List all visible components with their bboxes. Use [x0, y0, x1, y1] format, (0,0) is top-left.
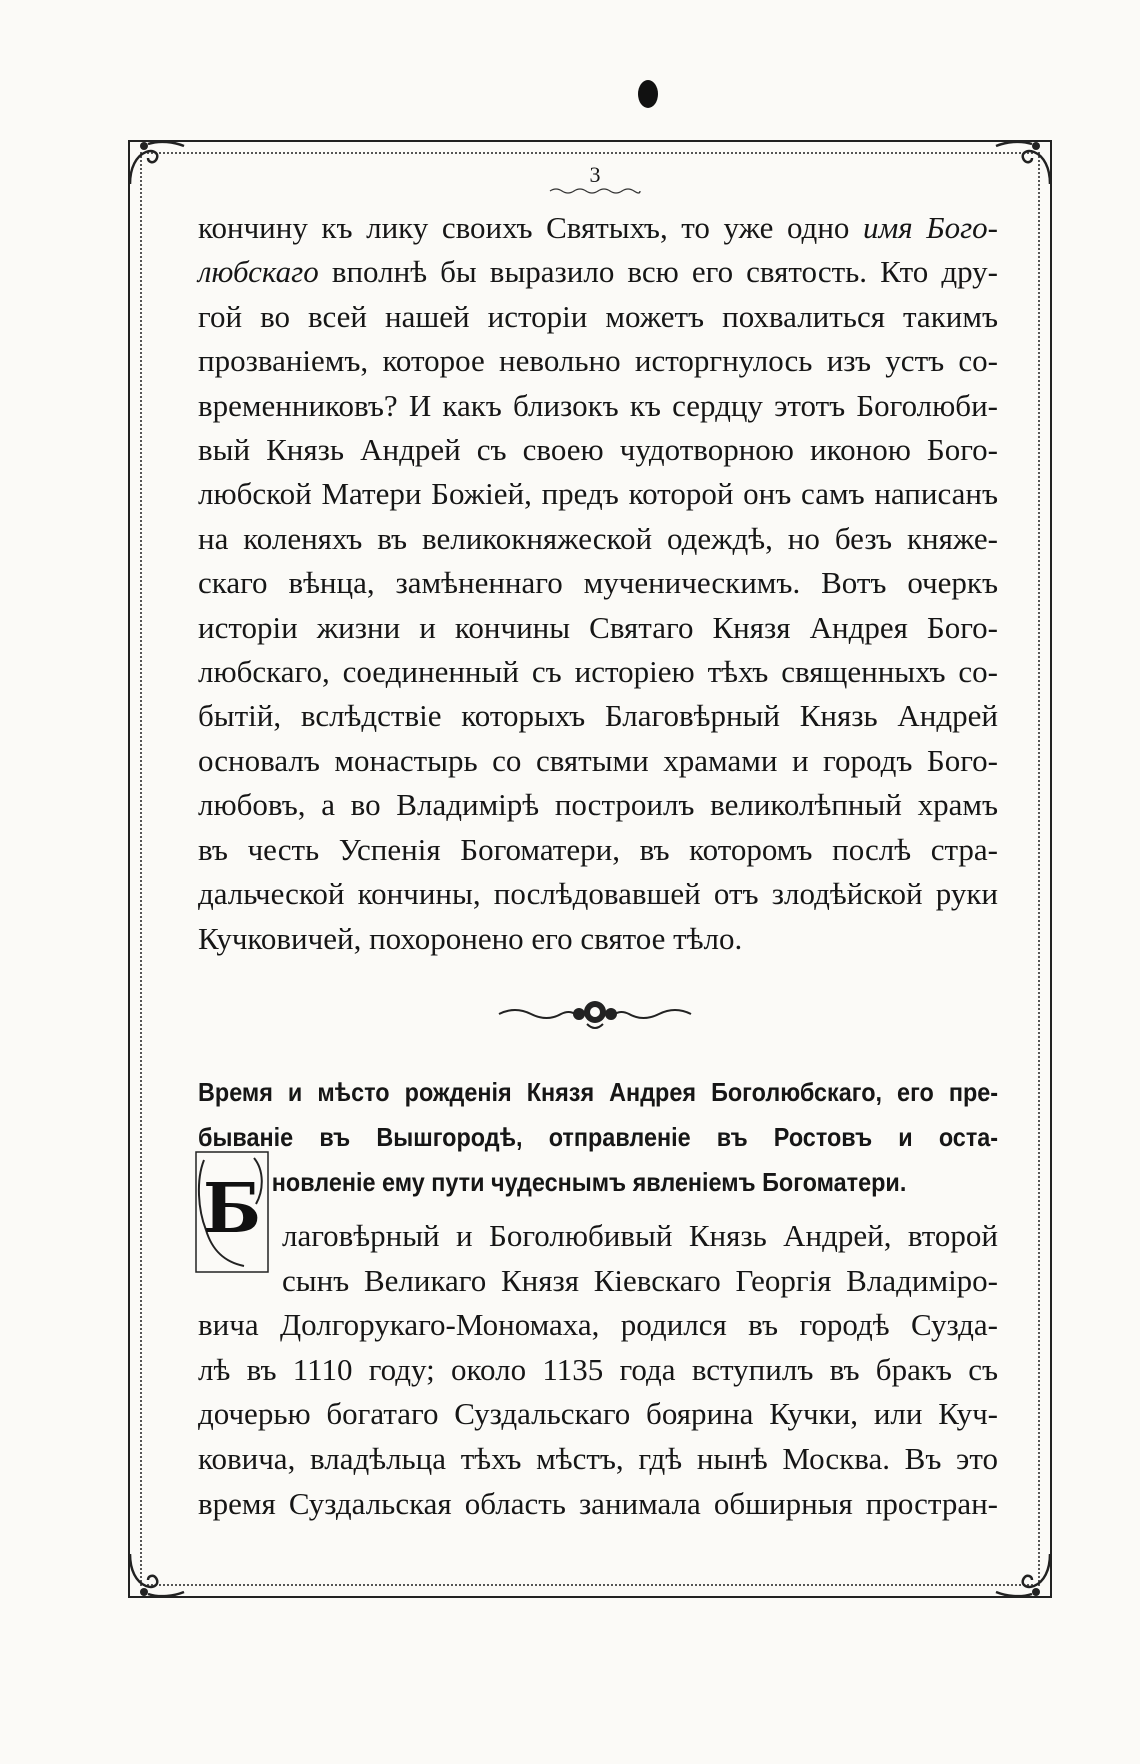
- corner-ornament-top-right: [994, 138, 1054, 188]
- ink-blot: [638, 80, 658, 108]
- heading-line: новленіе ему пути чудеснымъ явленіемъ Богоматери.: [271, 1167, 907, 1197]
- text-line: лѣ въ 1110 году; около 1135 года вступилъ въ бракъ съ: [198, 1351, 998, 1387]
- text-line: временниковъ? И какъ близокъ къ сердцу этотъ Боголюби-: [198, 387, 998, 423]
- text-line: скаго вѣнца, замѣненнаго мученическимъ. Вотъ очеркъ: [198, 565, 998, 601]
- text-line: вича Долгорукаго-Мономаха, родился въ городѣ Сузда-: [198, 1307, 998, 1343]
- text-line: [198, 250, 998, 294]
- italic-phrase: любскаго: [198, 254, 319, 290]
- text-line: прозваніемъ, которое невольно исторгнулось изъ устъ со-: [198, 343, 998, 379]
- text-line: въ честь Успенія Богоматери, въ которомъ послѣ стра-: [198, 831, 998, 867]
- text-line: любской Матери Божіей, предъ которой онъ самъ написанъ: [198, 476, 998, 512]
- text-line-start: кончину къ лику своихъ Святыхъ, то уже одно: [198, 210, 850, 245]
- heading-line: Время и мѣсто рожденія Князя Андрея Боголюбскаго, его пре-: [198, 1077, 999, 1107]
- text-line: основалъ монастырь со святыми храмами и городъ Бого-: [198, 742, 998, 778]
- text-line: время Суздальская область занимала обширныя простран-: [198, 1485, 998, 1521]
- paragraph: [198, 1214, 998, 1526]
- text-line: любскаго, соединенный съ исторіею тѣхъ священныхъ со-: [198, 654, 998, 690]
- corner-ornament-top-left: [126, 138, 186, 188]
- text-line: [198, 206, 998, 250]
- text-line: лаговѣрный и Боголюбивый Князь Андрей, второй: [282, 1218, 998, 1253]
- text-line: ковича, владѣльца тѣхъ мѣстъ, гдѣ нынѣ Москва. Въ это: [198, 1440, 998, 1476]
- text-line: исторіи жизни и кончины Святаго Князя Андрея Бого-: [198, 609, 998, 645]
- section-heading: [198, 1070, 999, 1205]
- text-line: любовъ, а во Владимірѣ построилъ великолѣпный храмъ: [198, 787, 998, 823]
- heading-line: быванiе въ Вышгородѣ, отправленiе въ Ростовъ и оста-: [198, 1122, 999, 1152]
- text-line: гой во всей нашей исторіи можетъ похвалиться такимъ: [198, 298, 998, 334]
- text-line: вый Князь Андрей съ своею чудотворною иконою Бого-: [198, 432, 998, 468]
- italic-phrase: имя Бого-: [863, 210, 998, 245]
- page-number-flourish: [548, 186, 642, 196]
- text-line: дочерью богатаго Суздальскаго боярина Кучки, или Куч-: [198, 1396, 998, 1432]
- corner-ornament-bottom-left: [126, 1550, 186, 1600]
- text-line: Кучковичей, похоронено его святое тѣло.: [198, 920, 743, 956]
- body-text: [198, 206, 998, 961]
- page-number: 3: [589, 162, 601, 187]
- text-line: бытій, вслѣдствіе которыхъ Благовѣрный Князь Андрей: [198, 698, 998, 734]
- dropcap-letter: Б: [202, 1169, 262, 1249]
- corner-ornament-bottom-right: [994, 1550, 1054, 1600]
- text-line: дальческой кончины, послѣдовавшей отъ злодѣйской руки: [198, 876, 998, 912]
- floral-vignette: [495, 992, 695, 1034]
- text-line: сынъ Великаго Князя Кіевскаго Георгія Владиміро-: [282, 1262, 998, 1298]
- text-line-rest: вполнѣ бы выразило всю его святость. Кто дру-: [331, 254, 999, 290]
- text-line: на коленяхъ въ великокняжеской одеждѣ, но безъ княже-: [198, 520, 998, 556]
